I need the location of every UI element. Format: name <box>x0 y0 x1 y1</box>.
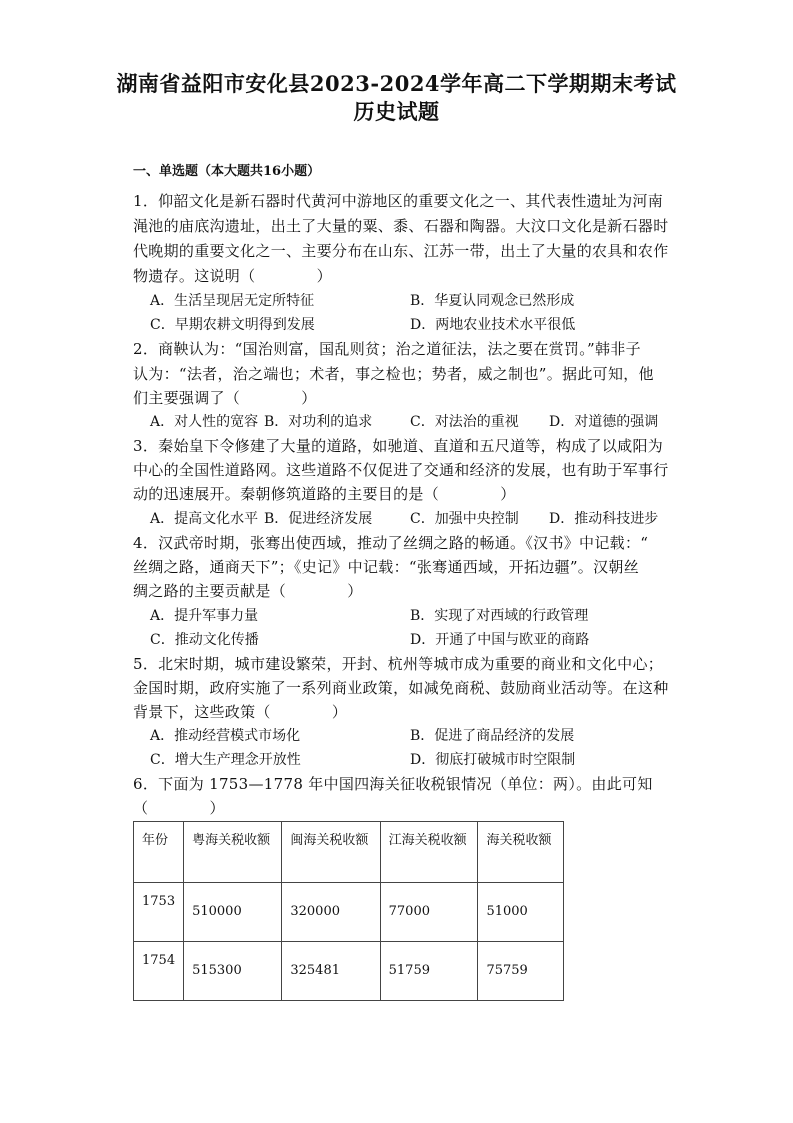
q1-line-2: 渑池的庙底沟遗址，出土了大量的粟、黍、石器和陶器。大汶口文化是新石器时 <box>133 217 669 235</box>
q5-line-2: 金国时期，政府实施了一系列商业政策，如减免商税、鼓励商业活动等。在这种 <box>133 679 669 697</box>
q6-line-1: 6．下面为 1753—1778 年中国四海关征收税银情况（单位：两）。由此可知 <box>133 775 653 793</box>
q4-option-a: A．提升军事力量 <box>150 608 259 624</box>
q6-line-2: （ ） <box>133 799 225 817</box>
q5-option-c: C．增大生产理念开放性 <box>150 752 301 768</box>
q5-option-d: D．彻底打破城市时空限制 <box>410 752 576 768</box>
cell-year: 1753 <box>134 883 184 942</box>
cell-value: 320000 <box>282 883 380 942</box>
q3-option-d: D．推动科技进步 <box>549 511 659 527</box>
header-min: 闽海关税收额 <box>282 822 380 883</box>
q1-line-3: 代晚期的重要文化之一、主要分布在山东、江苏一带，出土了大量的农具和农作 <box>133 242 669 260</box>
q1-line-4: 物遗存。这说明（ ） <box>133 267 332 285</box>
header-jiang: 江海关税收额 <box>380 822 478 883</box>
cell-value: 75759 <box>478 942 564 1001</box>
q2-line-3: 们主要强调了（ ） <box>133 389 317 407</box>
q1-line-1: 1．仰韶文化是新石器时代黄河中游地区的重要文化之一、其代表性遗址为河南 <box>133 192 664 210</box>
q4-option-d: D．开通了中国与欧亚的商路 <box>410 632 590 648</box>
customs-tax-table <box>133 821 564 1001</box>
header-year: 年份 <box>134 822 184 883</box>
q5-option-b: B．促进了商品经济的发展 <box>410 728 575 744</box>
q3-option-b: B．促进经济发展 <box>264 511 373 527</box>
cell-value: 515300 <box>184 942 282 1001</box>
q4-option-c: C．推动文化传播 <box>150 632 259 648</box>
q3-option-c: C．加强中央控制 <box>410 511 519 527</box>
table-row <box>134 883 564 942</box>
q4-line-1: 4．汉武帝时期，张骞出使西域，推动了丝绸之路的畅通。《汉书》中记载：“ <box>133 534 649 552</box>
q1-option-c: C．早期农耕文明得到发展 <box>150 317 315 333</box>
cell-value: 51759 <box>380 942 478 1001</box>
q3-option-a: A．提高文化水平 <box>150 511 259 527</box>
q2-option-b: B．对功利的追求 <box>264 414 373 430</box>
q1-option-b: B．华夏认同观念已然形成 <box>410 293 575 309</box>
q2-option-d: D．对道德的强调 <box>549 414 659 430</box>
q3-line-3: 动的迅速展开。秦朝修筑道路的主要目的是（ ） <box>133 485 516 503</box>
header-hai: 海关税收额 <box>478 822 564 883</box>
title-line-1: 湖南省益阳市安化县2023-2024学年高二下学期期末考试 <box>116 71 677 96</box>
table-header-row <box>134 822 564 883</box>
cell-value: 325481 <box>282 942 380 1001</box>
q2-option-c: C．对法治的重视 <box>410 414 519 430</box>
q4-line-2: 丝绸之路，通商天下”；《史记》中记载：“张骞通西域，开拓边疆”。汉朝丝 <box>133 558 640 576</box>
q4-option-b: B．实现了对西域的行政管理 <box>410 608 589 624</box>
cell-year: 1754 <box>134 942 184 1001</box>
section-heading: 一、单选题（本大题共16小题） <box>133 164 321 179</box>
q2-line-2: 认为：“法者，治之端也；术者，事之检也；势者，威之制也”。据此可知，他 <box>133 365 654 383</box>
q5-option-a: A．推动经营模式市场化 <box>150 728 301 744</box>
q3-line-1: 3．秦始皇下令修建了大量的道路，如驰道、直道和五尺道等，构成了以咸阳为 <box>133 437 664 455</box>
cell-value: 77000 <box>380 883 478 942</box>
q5-line-1: 5．北宋时期，城市建设繁荣，开封、杭州等城市成为重要的商业和文化中心； <box>133 655 664 673</box>
header-yue: 粤海关税收额 <box>184 822 282 883</box>
q1-option-d: D．两地农业技术水平很低 <box>410 317 576 333</box>
table-row <box>134 942 564 1001</box>
q4-line-3: 绸之路的主要贡献是（ ） <box>133 582 363 600</box>
q1-option-a: A．生活呈现居无定所特征 <box>150 293 315 309</box>
q3-line-2: 中心的全国性道路网。这些道路不仅促进了交通和经济的发展，也有助于军事行 <box>133 461 669 479</box>
title-line-2: 历史试题 <box>353 99 440 124</box>
q2-line-1: 2．商鞅认为：“国治则富，国乱则贫；治之道征法，法之要在赏罚。”韩非子 <box>133 340 641 358</box>
cell-value: 51000 <box>478 883 564 942</box>
q2-option-a: A．对人性的宽容 <box>150 414 259 430</box>
q5-line-3: 背景下，这些政策（ ） <box>133 703 348 721</box>
cell-value: 510000 <box>184 883 282 942</box>
